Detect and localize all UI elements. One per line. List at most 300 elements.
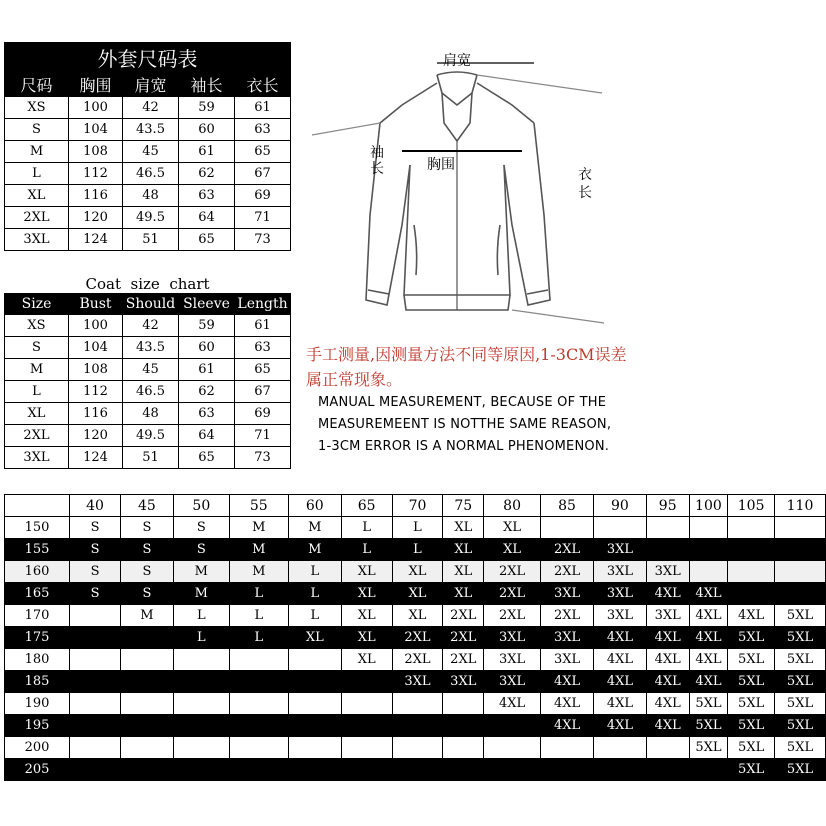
size-cell: 3XL [593, 561, 646, 583]
en-table-cell: 116 [69, 403, 123, 425]
size-cell: 4XL [593, 627, 646, 649]
weight-header-cell: 85 [541, 495, 594, 517]
size-cell: 5XL [775, 649, 826, 671]
table-row [5, 359, 291, 381]
en-table-cell: 59 [179, 315, 235, 337]
size-cell [120, 759, 173, 781]
cn-table-cell: 120 [69, 207, 123, 229]
size-cell: 4XL [646, 715, 689, 737]
size-cell: 2XL [392, 649, 443, 671]
table-row [5, 759, 826, 781]
size-cell [70, 671, 121, 693]
cn-table-cell: 104 [69, 119, 123, 141]
size-cell [173, 737, 229, 759]
size-cell [229, 737, 288, 759]
size-cell [229, 671, 288, 693]
size-cell [689, 539, 728, 561]
size-cell [229, 715, 288, 737]
table-row [5, 119, 291, 141]
size-cell [341, 759, 392, 781]
table-row [5, 163, 291, 185]
en-table-cell: 69 [235, 403, 291, 425]
weight-header-cell: 50 [173, 495, 229, 517]
size-cell: XL [443, 561, 484, 583]
table-row [5, 605, 826, 627]
en-table-cell: 67 [235, 381, 291, 403]
en-table-cell: 64 [179, 425, 235, 447]
weight-header-cell: 105 [728, 495, 775, 517]
size-cell [541, 759, 594, 781]
table-row [5, 185, 291, 207]
table-row [5, 97, 291, 119]
size-cell: S [120, 517, 173, 539]
size-cell: L [392, 539, 443, 561]
size-cell [288, 649, 341, 671]
en-header-cell: Length [235, 294, 291, 315]
size-cell [120, 693, 173, 715]
cn-table-cell: XS [5, 97, 69, 119]
cn-table-cell: 2XL [5, 207, 69, 229]
size-cell [229, 649, 288, 671]
size-cell [70, 693, 121, 715]
size-cell: XL [288, 627, 341, 649]
size-cell [728, 583, 775, 605]
table-row [5, 425, 291, 447]
cn-table-cell: 62 [179, 163, 235, 185]
en-table-cell: 112 [69, 381, 123, 403]
size-cell: XL [443, 583, 484, 605]
height-weight-size-table [4, 494, 826, 781]
size-cell [120, 715, 173, 737]
size-cell: 2XL [443, 649, 484, 671]
size-cell [484, 715, 541, 737]
size-cell [120, 627, 173, 649]
corner-header [5, 495, 70, 517]
cn-table-cell: 43.5 [123, 119, 179, 141]
weight-header-cell: 95 [646, 495, 689, 517]
table-row [5, 381, 291, 403]
size-cell: 3XL [646, 605, 689, 627]
table-row [5, 627, 826, 649]
size-cell [341, 715, 392, 737]
en-table-cell: 62 [179, 381, 235, 403]
en-table-cell: 48 [123, 403, 179, 425]
size-cell [484, 759, 541, 781]
table-row [5, 517, 826, 539]
size-cell: 4XL [646, 649, 689, 671]
en-table-cell: 61 [179, 359, 235, 381]
size-cell: 5XL [728, 693, 775, 715]
size-cell [120, 737, 173, 759]
size-cell: 3XL [484, 671, 541, 693]
cn-table-cell: 108 [69, 141, 123, 163]
en-table-cell: 100 [69, 315, 123, 337]
cn-table-cell: 60 [179, 119, 235, 141]
size-cell [392, 737, 443, 759]
size-cell: XL [341, 605, 392, 627]
size-cell: 4XL [646, 583, 689, 605]
size-cell: 4XL [541, 671, 594, 693]
table-row [5, 337, 291, 359]
weight-header-cell: 55 [229, 495, 288, 517]
size-cell: 4XL [646, 627, 689, 649]
en-table-cell: 63 [235, 337, 291, 359]
cn-table-cell: 61 [179, 141, 235, 163]
cn-size-table [4, 42, 291, 251]
en-table-cell: 43.5 [123, 337, 179, 359]
size-cell: 4XL [646, 693, 689, 715]
weight-header-cell: 75 [443, 495, 484, 517]
table-row [5, 693, 826, 715]
size-cell [593, 517, 646, 539]
size-cell: 3XL [646, 561, 689, 583]
size-cell: 2XL [541, 561, 594, 583]
size-cell [775, 583, 826, 605]
size-cell: L [288, 605, 341, 627]
size-cell: S [70, 561, 121, 583]
size-cell [288, 715, 341, 737]
size-cell: M [229, 539, 288, 561]
size-cell: 5XL [728, 649, 775, 671]
size-cell [443, 737, 484, 759]
height-cell: 170 [5, 605, 70, 627]
size-cell: 3XL [392, 671, 443, 693]
size-cell: 5XL [775, 605, 826, 627]
cn-table-cell: 46.5 [123, 163, 179, 185]
size-cell: 5XL [689, 737, 728, 759]
en-table-cell: 71 [235, 425, 291, 447]
size-cell [173, 759, 229, 781]
en-table-cell: S [5, 337, 69, 359]
cn-table-cell: 42 [123, 97, 179, 119]
height-cell: 185 [5, 671, 70, 693]
en-size-table [4, 274, 291, 469]
size-cell [288, 693, 341, 715]
size-cell: 3XL [541, 649, 594, 671]
size-cell [443, 715, 484, 737]
en-table-cell: 63 [179, 403, 235, 425]
cn-table-cell: M [5, 141, 69, 163]
cn-table-cell: 100 [69, 97, 123, 119]
measurement-note-en: MANUAL MEASUREMENT, BECAUSE OF THE MEASUREMEENT IS NOTTHE SAME REASON, 1-3CM ERROR IS A NORMAL PHENOMENON. [318, 395, 612, 454]
en-table-cell: 124 [69, 447, 123, 469]
table-row [5, 737, 826, 759]
size-cell: 4XL [689, 583, 728, 605]
size-cell: 5XL [728, 737, 775, 759]
size-cell: M [288, 517, 341, 539]
table-row [5, 671, 826, 693]
sleeve-label-2: 长 [370, 161, 384, 177]
cn-table-cell: 65 [179, 229, 235, 251]
size-cell: 5XL [775, 715, 826, 737]
size-cell [288, 737, 341, 759]
measurement-note-cn: 手工测量,因测量方法不同等原因,1-3CM误差属正常现象。 [306, 345, 627, 389]
cn-table-cell: 69 [235, 185, 291, 207]
cn-table-cell: 59 [179, 97, 235, 119]
height-cell: 180 [5, 649, 70, 671]
cn-table-cell: 63 [235, 119, 291, 141]
en-table-cell: 65 [179, 447, 235, 469]
size-cell: XL [484, 517, 541, 539]
jacket-outline [366, 72, 550, 310]
cn-table-title: 外套尺码表 [5, 43, 291, 73]
height-cell: 155 [5, 539, 70, 561]
size-cell: 3XL [593, 605, 646, 627]
en-table-cell: 49.5 [123, 425, 179, 447]
cn-table-cell: 51 [123, 229, 179, 251]
size-cell: 5XL [728, 627, 775, 649]
table-row [5, 403, 291, 425]
size-cell: 2XL [484, 583, 541, 605]
size-cell [775, 539, 826, 561]
height-cell: 200 [5, 737, 70, 759]
size-cell: 4XL [541, 693, 594, 715]
size-cell [70, 715, 121, 737]
size-cell: 5XL [775, 671, 826, 693]
cn-table-cell: 65 [235, 141, 291, 163]
size-cell: 5XL [775, 693, 826, 715]
size-cell [288, 671, 341, 693]
size-cell: 2XL [484, 561, 541, 583]
size-cell: 2XL [443, 627, 484, 649]
size-cell: 3XL [541, 627, 594, 649]
en-table-cell: 2XL [5, 425, 69, 447]
weight-header-cell: 45 [120, 495, 173, 517]
en-table-cell: XS [5, 315, 69, 337]
size-cell [541, 737, 594, 759]
size-cell: 5XL [775, 627, 826, 649]
size-cell: 3XL [484, 649, 541, 671]
size-cell [392, 693, 443, 715]
size-cell: S [120, 583, 173, 605]
size-cell: 3XL [484, 627, 541, 649]
en-table-title: Coat size chart [5, 274, 291, 294]
size-cell: XL [341, 561, 392, 583]
size-cell: S [173, 539, 229, 561]
size-cell: XL [341, 649, 392, 671]
size-cell: 2XL [484, 605, 541, 627]
size-cell: M [229, 561, 288, 583]
cn-table-cell: 67 [235, 163, 291, 185]
table-row [5, 447, 291, 469]
weight-header-cell: 60 [288, 495, 341, 517]
cn-header-cell: 胸围 [69, 73, 123, 97]
en-table-cell: 51 [123, 447, 179, 469]
size-cell: S [120, 539, 173, 561]
en-table-cell: L [5, 381, 69, 403]
size-cell: XL [392, 561, 443, 583]
jacket-measurement-diagram [292, 45, 622, 335]
size-cell: L [288, 561, 341, 583]
shoulder-label: 肩宽 [443, 53, 471, 69]
length-label-1: 衣 [578, 167, 592, 183]
height-cell: 205 [5, 759, 70, 781]
size-cell: L [229, 583, 288, 605]
size-cell [173, 671, 229, 693]
table-row [5, 649, 826, 671]
cn-table-cell: 71 [235, 207, 291, 229]
cn-table-cell: 63 [179, 185, 235, 207]
size-cell [443, 693, 484, 715]
size-cell: XL [392, 583, 443, 605]
cn-table-cell: 61 [235, 97, 291, 119]
size-cell: L [229, 605, 288, 627]
en-header-cell: Should [123, 294, 179, 315]
size-cell: 4XL [728, 605, 775, 627]
size-cell: 3XL [541, 583, 594, 605]
size-cell [593, 759, 646, 781]
weight-header-cell: 70 [392, 495, 443, 517]
size-cell [341, 693, 392, 715]
cn-header-cell: 袖长 [179, 73, 235, 97]
size-cell: 5XL [775, 737, 826, 759]
size-cell [593, 737, 646, 759]
size-cell: M [173, 561, 229, 583]
size-cell: L [173, 627, 229, 649]
size-cell: 4XL [593, 649, 646, 671]
table-row [5, 229, 291, 251]
en-table-cell: M [5, 359, 69, 381]
size-cell: L [341, 517, 392, 539]
size-cell: 2XL [443, 605, 484, 627]
size-cell [341, 671, 392, 693]
table-row [5, 315, 291, 337]
cn-table-cell: 3XL [5, 229, 69, 251]
size-cell [646, 759, 689, 781]
size-cell [689, 759, 728, 781]
height-cell: 190 [5, 693, 70, 715]
size-cell: 4XL [689, 627, 728, 649]
cn-header-cell: 衣长 [235, 73, 291, 97]
en-header-cell: Bust [69, 294, 123, 315]
cn-table-cell: 64 [179, 207, 235, 229]
size-cell [341, 737, 392, 759]
size-cell: XL [341, 627, 392, 649]
en-table-cell: 120 [69, 425, 123, 447]
size-cell: S [173, 517, 229, 539]
size-cell: 4XL [593, 671, 646, 693]
weight-header-cell: 40 [70, 495, 121, 517]
en-table-cell: 42 [123, 315, 179, 337]
size-cell: S [70, 539, 121, 561]
size-cell [728, 561, 775, 583]
cn-table-cell: 48 [123, 185, 179, 207]
size-cell: L [288, 583, 341, 605]
size-cell: 4XL [646, 671, 689, 693]
size-cell: 4XL [593, 715, 646, 737]
size-cell: 5XL [728, 759, 775, 781]
corner-kg-label: KG [43, 495, 58, 505]
size-cell: XL [443, 539, 484, 561]
en-header-cell: Sleeve [179, 294, 235, 315]
size-cell: 5XL [775, 759, 826, 781]
weight-header-cell: 110 [775, 495, 826, 517]
size-cell: 5XL [689, 715, 728, 737]
size-cell: M [229, 517, 288, 539]
weight-header-cell: 100 [689, 495, 728, 517]
height-cell: 150 [5, 517, 70, 539]
table-row [5, 539, 826, 561]
en-table-cell: 60 [179, 337, 235, 359]
size-cell: 4XL [593, 693, 646, 715]
cn-table-cell: L [5, 163, 69, 185]
size-cell [70, 627, 121, 649]
size-cell [70, 605, 121, 627]
size-cell [392, 715, 443, 737]
cn-header-cell: 肩宽 [123, 73, 179, 97]
size-cell [775, 517, 826, 539]
size-cell: M [120, 605, 173, 627]
size-cell: XL [484, 539, 541, 561]
cn-table-cell: 116 [69, 185, 123, 207]
size-cell: 3XL [593, 539, 646, 561]
table-row [5, 207, 291, 229]
table-row [5, 715, 826, 737]
size-cell: S [120, 561, 173, 583]
size-cell [484, 737, 541, 759]
en-table-cell: 73 [235, 447, 291, 469]
size-cell [646, 517, 689, 539]
size-cell: 4XL [689, 671, 728, 693]
weight-header-cell: 80 [484, 495, 541, 517]
en-header-cell: Size [5, 294, 69, 315]
height-cell: 165 [5, 583, 70, 605]
size-cell [120, 649, 173, 671]
cn-table-cell: 45 [123, 141, 179, 163]
weight-header-cell: 90 [593, 495, 646, 517]
table-row [5, 583, 826, 605]
cn-table-cell: 124 [69, 229, 123, 251]
corner-height-label: Height [7, 506, 39, 516]
size-cell: L [229, 627, 288, 649]
cn-table-cell: 73 [235, 229, 291, 251]
size-cell: L [392, 517, 443, 539]
height-cell: 160 [5, 561, 70, 583]
en-table-cell: 104 [69, 337, 123, 359]
size-cell: M [173, 583, 229, 605]
en-table-cell: 61 [235, 315, 291, 337]
size-cell: 2XL [541, 605, 594, 627]
size-cell [173, 649, 229, 671]
size-cell: XL [443, 517, 484, 539]
length-label-2: 长 [578, 185, 592, 201]
size-cell: XL [392, 605, 443, 627]
table-row [5, 561, 826, 583]
size-cell: 5XL [689, 693, 728, 715]
size-cell: XL [341, 583, 392, 605]
size-cell [689, 561, 728, 583]
size-cell [689, 517, 728, 539]
size-cell [541, 517, 594, 539]
en-table-cell: 108 [69, 359, 123, 381]
sleeve-label-1: 袖 [370, 145, 384, 161]
height-cell: 175 [5, 627, 70, 649]
en-table-cell: 46.5 [123, 381, 179, 403]
weight-header-cell: 65 [341, 495, 392, 517]
en-table-cell: 65 [235, 359, 291, 381]
size-cell [173, 715, 229, 737]
size-cell: S [70, 517, 121, 539]
size-cell [728, 517, 775, 539]
size-cell: M [288, 539, 341, 561]
en-table-cell: 3XL [5, 447, 69, 469]
size-cell [775, 561, 826, 583]
height-cell: 195 [5, 715, 70, 737]
cn-table-cell: 112 [69, 163, 123, 185]
size-cell: L [341, 539, 392, 561]
en-table-cell: 45 [123, 359, 179, 381]
size-cell [392, 759, 443, 781]
